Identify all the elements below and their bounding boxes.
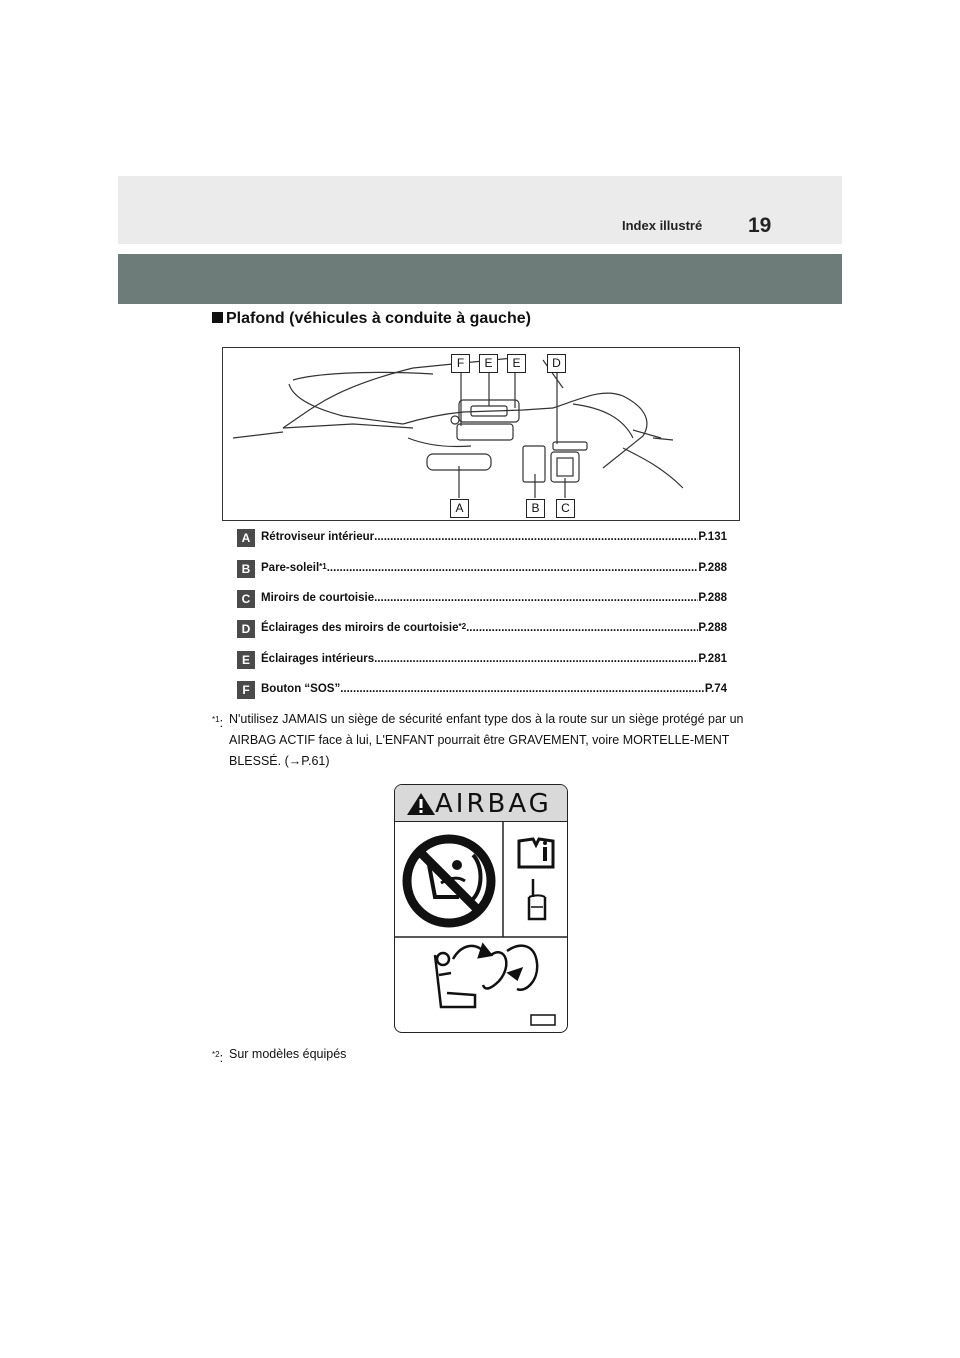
item-label: Éclairages des miroirs de courtoisie <box>261 622 459 634</box>
page-number: 19 <box>748 214 772 237</box>
no-child-seat-icon <box>407 839 491 923</box>
item-badge: A <box>237 529 255 547</box>
manual-book-icon <box>519 839 553 867</box>
list-item <box>237 651 727 671</box>
section-title: Index illustré <box>622 218 703 233</box>
ceiling-illustration <box>223 348 741 522</box>
callout-c: C <box>556 499 575 518</box>
footnote-text: N'utilisez JAMAIS un siège de sécurité enfant type dos à la route sur un siège protégé par un AIRBAG ACTIF face à lui, L'ENFANT pourrait être GRAVEMENT, voire MORTELLE-MENT BLESSÉ. (→P.61) <box>229 712 744 768</box>
callout-f: F <box>451 354 470 373</box>
item-badge: B <box>237 560 255 578</box>
item-page-link[interactable]: P.288 <box>698 562 727 574</box>
list-item <box>237 529 727 549</box>
header-band <box>118 254 842 304</box>
page-subtitle: Plafond (véhicules à conduite à gauche) <box>212 310 531 328</box>
item-page-link[interactable]: P.281 <box>698 653 727 665</box>
item-label: Éclairages intérieurs <box>261 653 375 665</box>
item-page-link[interactable]: P.131 <box>698 531 727 543</box>
item-page-link[interactable]: P.288 <box>698 622 727 634</box>
footnote-mark: *2 <box>212 1050 220 1059</box>
footnote-1: $^{*1}$: N'utilisez JAMAIS un siège de sécurité enfant type dos à la route sur un siège protégé par un AIRBAG ACTIF face à lui, L'ENFANT pourrait être GRAVEMENT, voire MORTELLE-MENT BLESSÉ. (→P.61) <box>212 709 757 772</box>
square-bullet-icon <box>212 312 223 323</box>
item-badge: F <box>237 681 255 699</box>
list-item <box>237 590 727 610</box>
callout-e-2: E <box>507 354 526 373</box>
hand-finger-icon <box>529 879 545 919</box>
ceiling-diagram <box>222 347 740 521</box>
callout-e-1: E <box>479 354 498 373</box>
footnote-text: Sur modèles équipés <box>229 1047 347 1061</box>
item-page-link[interactable]: P.74 <box>704 683 727 695</box>
item-label: Bouton “SOS” <box>261 683 341 695</box>
list-item: B Pare-soleil *1 ..... P.288 <box>237 560 727 580</box>
airbag-label-title: AIRBAG <box>435 789 552 819</box>
item-label: Pare-soleil <box>261 562 320 574</box>
callout-b: B <box>526 499 545 518</box>
item-badge: E <box>237 651 255 669</box>
warning-triangle-icon <box>407 793 435 815</box>
footnote-mark: *1 <box>212 715 220 724</box>
seat-airbag-icon <box>435 945 537 1007</box>
footnote-2: $^{*2}$: Sur modèles équipés <box>212 1044 757 1065</box>
item-badge: D <box>237 620 255 638</box>
list-item <box>237 681 727 701</box>
item-label: Rétroviseur intérieur <box>261 531 375 543</box>
item-badge: C <box>237 590 255 608</box>
callout-d: D <box>547 354 566 373</box>
header-bar <box>118 176 842 244</box>
item-page-link[interactable]: P.288 <box>698 592 727 604</box>
callout-a: A <box>450 499 469 518</box>
list-item: D Éclairages des miroirs de courtoisie *2 ..... P.288 <box>237 620 727 640</box>
item-label: Miroirs de courtoisie <box>261 592 375 604</box>
airbag-label-graphics <box>395 785 568 1033</box>
airbag-warning-label <box>394 784 568 1033</box>
